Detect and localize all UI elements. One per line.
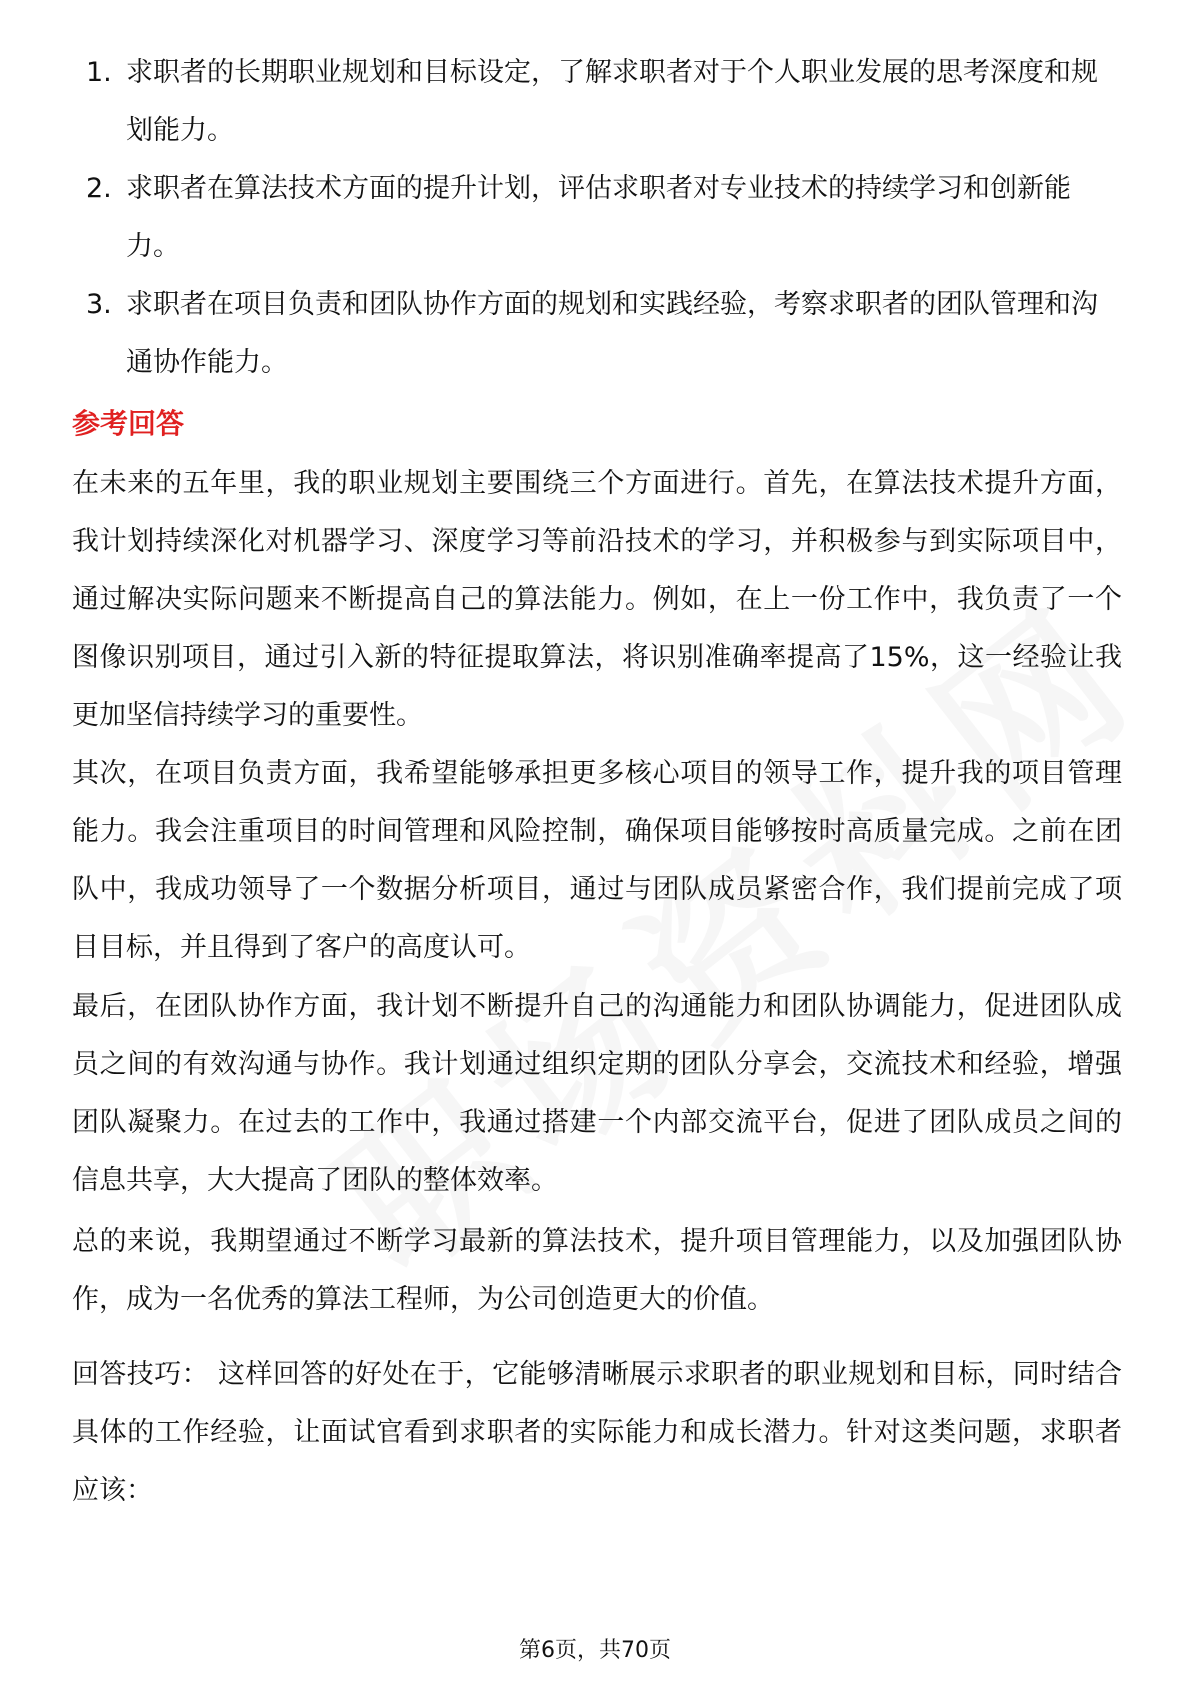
numbered-list xyxy=(70,44,1120,392)
list-number: 3. xyxy=(86,289,112,320)
list-number: 2. xyxy=(86,173,112,204)
list-item xyxy=(70,276,1120,392)
paragraph-career-plan: 在未来的五年里，我的职业规划主要围绕三个方面进行。首先，在算法技术提升方面，我计划持续深化对机器学习、深度学习等前沿技术的学习，并积极参与到实际项目中，通过解决实际问题来不断提高自己的算法能力。例如，在上一份工作中，我负责了一个图像识别项目，通过引入新的特征提取算法，将识别准确率提高了15%，这一经验让我更加坚信持续学习的重要性。 xyxy=(72,468,1122,731)
paragraph-project-lead: 其次，在项目负责方面，我希望能够承担更多核心项目的领导工作，提升我的项目管理能力。我会注重项目的时间管理和风险控制，确保项目能够按时高质量完成。之前在团队中，我成功领导了一个数据分析项目，通过与团队成员紧密合作，我们提前完成了项目目标，并且得到了客户的高度认可。 xyxy=(72,758,1122,963)
paragraph-summary: 总的来说，我期望通过不断学习最新的算法技术，提升项目管理能力，以及加强团队协作，成为一名优秀的算法工程师，为公司创造更大的价值。 xyxy=(72,1226,1122,1315)
list-item-text: 求职者在算法技术方面的提升计划，评估求职者对专业技术的持续学习和创新能力。 xyxy=(126,173,1071,262)
list-number: 1. xyxy=(86,57,112,88)
section-heading: 参考回答 xyxy=(72,407,185,440)
list-item xyxy=(70,160,1120,276)
page-footer: 第6页，共70页 xyxy=(519,1638,671,1663)
paragraph-teamwork: 最后，在团队协作方面，我计划不断提升自己的沟通能力和团队协调能力，促进团队成员之间的有效沟通与协作。我计划通过组织定期的团队分享会，交流技术和经验，增强团队凝聚力。在过去的工作中，我通过搭建一个内部交流平台，促进了团队成员之间的信息共享，大大提高了团队的整体效率。 xyxy=(72,991,1122,1196)
list-item-text: 求职者在项目负责和团队协作方面的规划和实践经验，考察求职者的团队管理和沟通协作能力。 xyxy=(126,289,1098,378)
list-item xyxy=(70,44,1120,160)
list-item-text: 求职者的长期职业规划和目标设定，了解求职者对于个人职业发展的思考深度和规划能力。 xyxy=(126,57,1098,146)
paragraph-answer-tips: 回答技巧： 这样回答的好处在于，它能够清晰展示求职者的职业规划和目标，同时结合具体的工作经验，让面试官看到求职者的实际能力和成长潜力。针对这类问题，求职者应该： xyxy=(72,1359,1122,1506)
